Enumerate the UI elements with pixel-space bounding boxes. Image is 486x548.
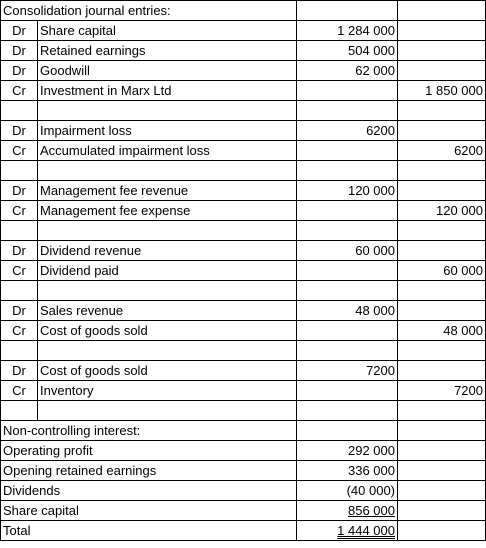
empty-cell <box>297 421 398 441</box>
debit-amount <box>297 141 398 161</box>
journal-row <box>1 61 486 81</box>
empty-cell <box>297 1 398 21</box>
nci-value <box>297 461 398 481</box>
empty-cell <box>398 401 486 421</box>
nci-value <box>297 481 398 501</box>
journal-row <box>1 141 486 161</box>
journal-row <box>1 181 486 201</box>
credit-amount <box>398 301 486 321</box>
debit-amount: 62 000 <box>297 61 398 81</box>
journal-row <box>1 361 486 381</box>
empty-cell <box>297 401 398 421</box>
journal-row <box>1 201 486 221</box>
credit-amount: 1 850 000 <box>398 81 486 101</box>
empty-cell <box>297 161 398 181</box>
empty-cell <box>38 341 297 361</box>
empty-cell <box>38 401 297 421</box>
account-name: Share capital <box>38 21 297 41</box>
debit-amount: 504 000 <box>297 41 398 61</box>
empty-cell <box>398 281 486 301</box>
account-name: Management fee expense <box>38 201 297 221</box>
dr-cr-indicator: Dr <box>1 361 38 381</box>
credit-amount <box>398 121 486 141</box>
account-name: Cost of goods sold <box>38 361 297 381</box>
account-name: Sales revenue <box>38 301 297 321</box>
debit-amount <box>297 381 398 401</box>
nci-label: Operating profit <box>1 441 297 461</box>
credit-amount: 48 000 <box>398 321 486 341</box>
debit-amount: 48 000 <box>297 301 398 321</box>
nci-value <box>297 501 398 521</box>
credit-amount: 7200 <box>398 381 486 401</box>
empty-cell <box>398 421 486 441</box>
journal-row <box>1 21 486 41</box>
spacer-row <box>1 221 486 241</box>
worksheet-body <box>1 1 486 541</box>
account-name: Accumulated impairment loss <box>38 141 297 161</box>
dr-cr-indicator: Cr <box>1 261 38 281</box>
debit-amount <box>297 81 398 101</box>
nci-amount: (40 000) <box>346 483 395 498</box>
debit-amount: 6200 <box>297 121 398 141</box>
credit-amount <box>398 21 486 41</box>
empty-cell <box>38 221 297 241</box>
empty-cell <box>297 221 398 241</box>
dr-cr-indicator: Dr <box>1 301 38 321</box>
nci-row <box>1 481 486 501</box>
empty-cell <box>297 101 398 121</box>
empty-cell <box>398 481 486 501</box>
debit-amount: 120 000 <box>297 181 398 201</box>
dr-cr-indicator: Dr <box>1 61 38 81</box>
debit-amount <box>297 201 398 221</box>
dr-cr-indicator: Cr <box>1 201 38 221</box>
dr-cr-indicator: Dr <box>1 21 38 41</box>
spacer-row <box>1 401 486 421</box>
empty-cell <box>398 501 486 521</box>
empty-cell <box>398 521 486 541</box>
spacer-row <box>1 101 486 121</box>
account-name: Goodwill <box>38 61 297 81</box>
debit-amount: 60 000 <box>297 241 398 261</box>
empty-cell <box>1 161 38 181</box>
empty-cell <box>398 161 486 181</box>
dr-cr-indicator: Cr <box>1 141 38 161</box>
nci-row <box>1 521 486 541</box>
dr-cr-indicator: Dr <box>1 121 38 141</box>
empty-cell <box>38 161 297 181</box>
credit-amount <box>398 361 486 381</box>
account-name: Dividend revenue <box>38 241 297 261</box>
account-name: Dividend paid <box>38 261 297 281</box>
credit-amount <box>398 61 486 81</box>
dr-cr-indicator: Cr <box>1 381 38 401</box>
credit-amount <box>398 41 486 61</box>
nci-row <box>1 441 486 461</box>
empty-cell <box>297 281 398 301</box>
nci-label: Total <box>1 521 297 541</box>
empty-cell <box>398 341 486 361</box>
empty-cell <box>398 221 486 241</box>
credit-amount: 60 000 <box>398 261 486 281</box>
account-name: Investment in Marx Ltd <box>38 81 297 101</box>
empty-cell <box>38 101 297 121</box>
debit-amount <box>297 261 398 281</box>
credit-amount <box>398 181 486 201</box>
spacer-row <box>1 281 486 301</box>
spacer-row <box>1 341 486 361</box>
nci-row <box>1 461 486 481</box>
debit-amount <box>297 321 398 341</box>
empty-cell <box>398 1 486 21</box>
empty-cell <box>398 461 486 481</box>
empty-cell <box>1 101 38 121</box>
empty-cell <box>1 401 38 421</box>
account-name: Retained earnings <box>38 41 297 61</box>
journal-row <box>1 301 486 321</box>
dr-cr-indicator: Cr <box>1 81 38 101</box>
debit-amount: 1 284 000 <box>297 21 398 41</box>
nci-amount: 1 444 000 <box>337 523 395 538</box>
nci-row <box>1 501 486 521</box>
nci-label: Dividends <box>1 481 297 501</box>
journal-row <box>1 41 486 61</box>
nci-value <box>297 441 398 461</box>
title-row <box>1 1 486 21</box>
credit-amount: 6200 <box>398 141 486 161</box>
empty-cell <box>398 101 486 121</box>
journal-row <box>1 241 486 261</box>
empty-cell <box>38 281 297 301</box>
journal-row <box>1 121 486 141</box>
empty-cell <box>1 341 38 361</box>
empty-cell <box>1 221 38 241</box>
dr-cr-indicator: Dr <box>1 41 38 61</box>
credit-amount: 120 000 <box>398 201 486 221</box>
journal-row <box>1 81 486 101</box>
credit-amount <box>398 241 486 261</box>
nci-label: Share capital <box>1 501 297 521</box>
journal-row <box>1 321 486 341</box>
empty-cell <box>297 341 398 361</box>
account-name: Management fee revenue <box>38 181 297 201</box>
nci-label: Opening retained earnings <box>1 461 297 481</box>
empty-cell <box>398 441 486 461</box>
journal-row <box>1 261 486 281</box>
empty-cell <box>1 281 38 301</box>
journal-title: Consolidation journal entries: <box>1 1 297 21</box>
journal-row <box>1 381 486 401</box>
nci-amount: 292 000 <box>348 443 395 458</box>
account-name: Cost of goods sold <box>38 321 297 341</box>
nci-value <box>297 521 398 541</box>
nci-amount: 336 000 <box>348 463 395 478</box>
debit-amount: 7200 <box>297 361 398 381</box>
account-name: Inventory <box>38 381 297 401</box>
dr-cr-indicator: Dr <box>1 181 38 201</box>
nci-heading-row <box>1 421 486 441</box>
dr-cr-indicator: Dr <box>1 241 38 261</box>
nci-amount: 856 000 <box>348 503 395 518</box>
nci-heading: Non-controlling interest: <box>1 421 297 441</box>
spacer-row <box>1 161 486 181</box>
dr-cr-indicator: Cr <box>1 321 38 341</box>
account-name: Impairment loss <box>38 121 297 141</box>
